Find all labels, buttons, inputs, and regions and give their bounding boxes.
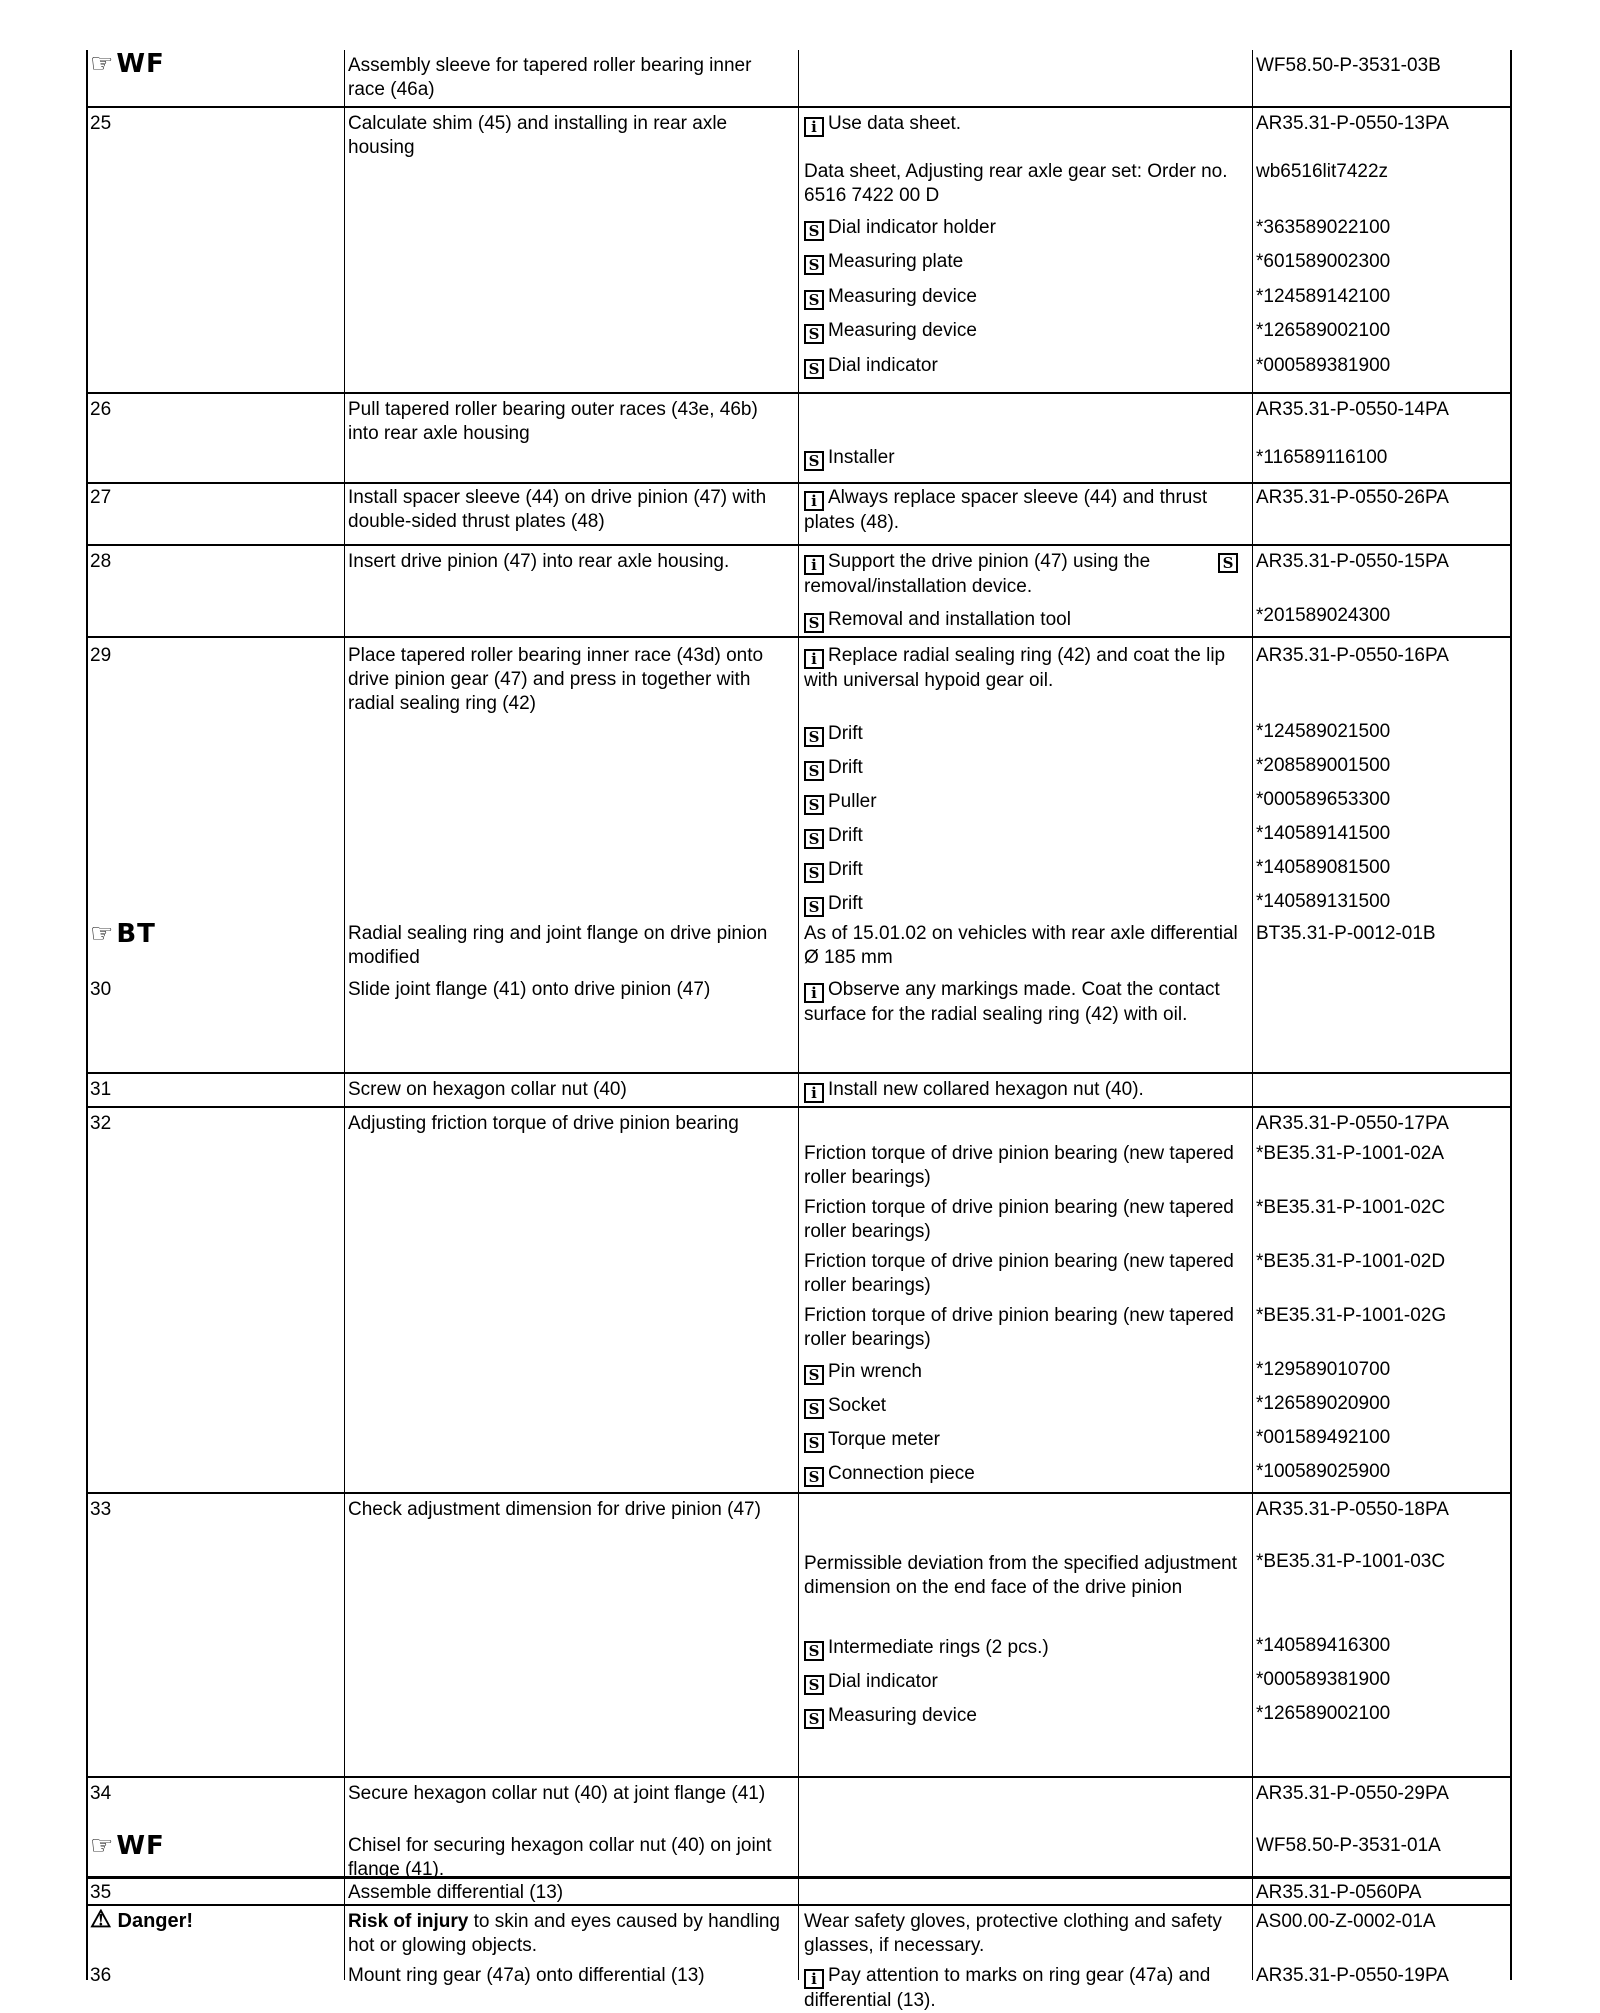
info-icon: i: [804, 649, 824, 669]
tool-icon: S: [804, 897, 824, 917]
info-note: i Always replace spacer sleeve (44) and thrust plates (48).: [804, 487, 1208, 533]
tool-item: S Puller: [804, 790, 1250, 815]
tool-code[interactable]: *601589002300: [1256, 251, 1391, 272]
pointing-hand-icon: ☞: [90, 49, 115, 79]
info-note: i Install new collared hexagon nut (40).: [804, 1078, 1250, 1103]
tool-code[interactable]: *124589142100: [1256, 286, 1391, 307]
danger-label: ⚠ Danger!: [90, 1906, 194, 1933]
info-icon: i: [804, 555, 824, 575]
step-number: 26: [90, 399, 112, 420]
tool-icon: S: [804, 1709, 824, 1729]
info-note: i Use data sheet.: [804, 112, 1250, 137]
tool-icon: S: [804, 727, 824, 747]
tool-code[interactable]: *129589010700: [1256, 1359, 1391, 1380]
step-description: Calculate shim (45) and installing in rear axle housing: [348, 113, 728, 158]
tool-code[interactable]: *000589381900: [1256, 1669, 1391, 1690]
table-row: [86, 106, 1512, 392]
tool-icon: S: [804, 1433, 824, 1453]
tool-item: S Measuring device: [804, 319, 1250, 344]
spec-code[interactable]: *BE35.31-P-1001-03C: [1256, 1551, 1446, 1572]
info-icon: i: [804, 1969, 824, 1989]
info-icon: i: [804, 491, 824, 511]
step-number: 36: [90, 1965, 112, 1986]
tool-code[interactable]: *140589081500: [1256, 857, 1391, 878]
tool-item: S Intermediate rings (2 pcs.): [804, 1636, 1250, 1661]
tool-item: S Socket: [804, 1394, 1250, 1419]
spec-code[interactable]: *BE35.31-P-1001-02D: [1256, 1251, 1446, 1272]
tool-item: S Drift: [804, 892, 1250, 917]
tool-item: S Drift: [804, 858, 1250, 883]
tool-code[interactable]: *140589416300: [1256, 1635, 1391, 1656]
info-icon: i: [804, 117, 824, 137]
tool-item: S Measuring device: [804, 285, 1250, 310]
info-note: i Pay attention to marks on ring gear (47a) and differential (13).: [804, 1965, 1211, 2011]
step-description: Install spacer sleeve (44) on drive pinion (47) with double-sided thrust plates (48): [348, 487, 767, 532]
reference-link[interactable]: AR35.31-P-0550-16PA: [1256, 645, 1449, 666]
spec-note: Friction torque of drive pinion bearing (new tapered roller bearings): [804, 1197, 1234, 1242]
data-sheet-note: Data sheet, Adjusting rear axle gear set: Order no. 6516 7422 00 D: [804, 161, 1228, 206]
tool-icon: S: [804, 221, 824, 241]
spec-note: Friction torque of drive pinion bearing (new tapered roller bearings): [804, 1305, 1234, 1350]
reference-link[interactable]: WF58.50-P-3531-03B: [1256, 55, 1441, 76]
step-description: Mount ring gear (47a) onto differential (13): [348, 1965, 705, 1986]
tool-code[interactable]: *201589024300: [1256, 605, 1391, 626]
tool-item: S Pin wrench: [804, 1360, 1250, 1385]
step-number: 34: [90, 1783, 112, 1804]
warning-icon: ⚠: [90, 1906, 112, 1933]
tool-code[interactable]: *116589116100: [1256, 447, 1388, 468]
tool-icon: S: [1218, 553, 1238, 573]
step-number: 29: [90, 645, 112, 666]
step-number: 33: [90, 1499, 112, 1520]
table-row: [86, 1106, 1512, 1492]
table-row: [86, 1072, 1512, 1106]
tool-code[interactable]: *140589141500: [1256, 823, 1391, 844]
tool-item: S Installer: [804, 446, 1250, 471]
reference-link[interactable]: AR35.31-P-0560PA: [1256, 1882, 1422, 1903]
step-description: Insert drive pinion (47) into rear axle housing.: [348, 551, 730, 572]
tool-code[interactable]: *208589001500: [1256, 755, 1391, 776]
bulletin-note: As of 15.01.02 on vehicles with rear axle differential Ø 185 mm: [804, 923, 1238, 968]
pointing-hand-icon: ☞: [90, 919, 115, 949]
tool-icon: S: [804, 613, 824, 633]
reference-link[interactable]: AR35.31-P-0550-29PA: [1256, 1783, 1449, 1804]
table-row: [86, 392, 1512, 482]
info-note: i Support the drive pinion (47) using the removal/installation device.: [804, 551, 1151, 597]
tool-icon: S: [804, 255, 824, 275]
tool-code[interactable]: *000589653300: [1256, 789, 1391, 810]
tool-icon: S: [804, 324, 824, 344]
spec-code[interactable]: *BE35.31-P-1001-02C: [1256, 1197, 1446, 1218]
table-row: [86, 1876, 1512, 1904]
tool-item: S Connection piece: [804, 1462, 1250, 1487]
safety-note: Wear safety gloves, protective clothing and safety glasses, if necessary.: [804, 1911, 1222, 1956]
reference-link[interactable]: AR35.31-P-0550-19PA: [1256, 1965, 1449, 1986]
workshop-equipment-description: Chisel for securing hexagon collar nut (40) on joint flange (41).: [348, 1835, 772, 1880]
tool-icon: S: [804, 863, 824, 883]
table-row: [86, 1776, 1512, 1880]
info-note: i Replace radial sealing ring (42) and coat the lip with universal hypoid gear oil.: [804, 645, 1226, 691]
tool-item: S Measuring plate: [804, 250, 1250, 275]
spec-note: Permissible deviation from the specified adjustment dimension on the end face of the drive pinion: [804, 1553, 1237, 1598]
info-icon: i: [804, 983, 824, 1003]
tool-code[interactable]: *000589381900: [1256, 355, 1391, 376]
reference-link[interactable]: AS00.00-Z-0002-01A: [1256, 1911, 1436, 1932]
tool-icon: S: [804, 1365, 824, 1385]
step-number: 35: [90, 1882, 112, 1903]
reference-link[interactable]: AR35.31-P-0550-17PA: [1256, 1113, 1449, 1134]
step-description: Assemble differential (13): [348, 1882, 564, 1903]
tool-reference-marker: [1218, 548, 1242, 573]
pointing-hand-icon: ☞: [90, 1831, 115, 1861]
reference-link[interactable]: WF58.50-P-3531-01A: [1256, 1835, 1441, 1856]
reference-link[interactable]: AR35.31-P-0550-14PA: [1256, 399, 1449, 420]
tool-code[interactable]: *126589002100: [1256, 320, 1391, 341]
step-description: Slide joint flange (41) onto drive pinion (47): [348, 979, 711, 1000]
spec-code[interactable]: *BE35.31-P-1001-02A: [1256, 1143, 1445, 1164]
spec-code[interactable]: *BE35.31-P-1001-02G: [1256, 1305, 1447, 1326]
step-description: Pull tapered roller bearing outer races (43e, 46b) into rear axle housing: [348, 399, 758, 444]
tool-icon: S: [804, 1641, 824, 1661]
tool-item: S Dial indicator: [804, 354, 1250, 379]
tool-icon: S: [804, 290, 824, 310]
tool-icon: S: [804, 1675, 824, 1695]
bulletin-tag[interactable]: ☞BT: [90, 919, 156, 949]
tool-icon: S: [804, 359, 824, 379]
info-icon: i: [804, 1083, 824, 1103]
tool-item: S Drift: [804, 824, 1250, 849]
reference-link[interactable]: AR35.31-P-0550-15PA: [1256, 551, 1449, 572]
tool-icon: S: [804, 451, 824, 471]
spec-note: Friction torque of drive pinion bearing (new tapered roller bearings): [804, 1251, 1234, 1296]
tool-icon: S: [804, 761, 824, 781]
step-description: Assembly sleeve for tapered roller bearing inner race (46a): [348, 55, 752, 100]
step-description: Secure hexagon collar nut (40) at joint flange (41): [348, 1783, 766, 1804]
step-description: Adjusting friction torque of drive pinion bearing: [348, 1113, 739, 1134]
step-description: Check adjustment dimension for drive pinion (47): [348, 1499, 761, 1520]
table-row: [86, 636, 1512, 1072]
step-description: Screw on hexagon collar nut (40): [348, 1079, 627, 1100]
spec-note: Friction torque of drive pinion bearing (new tapered roller bearings): [804, 1143, 1234, 1188]
reference-link[interactable]: AR35.31-P-0550-13PA: [1256, 113, 1449, 134]
table-row: [86, 482, 1512, 544]
tool-code[interactable]: *126589002100: [1256, 1703, 1391, 1724]
table-row: [86, 544, 1512, 636]
workshop-equipment-tag[interactable]: ☞WF: [90, 1831, 165, 1861]
tool-item: S Torque meter: [804, 1428, 1250, 1453]
step-number: 28: [90, 551, 112, 572]
bulletin-description: Radial sealing ring and joint flange on drive pinion modified: [348, 923, 768, 968]
step-number: 25: [90, 113, 112, 134]
step-description: Place tapered roller bearing inner race (43d) onto drive pinion gear (47) and press in together with radial sealing ring (42): [348, 645, 764, 714]
step-number: 31: [90, 1079, 112, 1100]
step-number: 27: [90, 487, 112, 508]
tool-code[interactable]: *140589131500: [1256, 891, 1391, 912]
reference-link[interactable]: wb6516lit7422z: [1256, 161, 1389, 182]
tool-code[interactable]: *100589025900: [1256, 1461, 1391, 1482]
reference-link[interactable]: AR35.31-P-0550-26PA: [1256, 487, 1449, 508]
tool-code[interactable]: *363589022100: [1256, 217, 1391, 238]
table-row: [86, 1904, 1512, 2011]
tool-code[interactable]: *001589492100: [1256, 1427, 1391, 1448]
tool-code[interactable]: *126589020900: [1256, 1393, 1391, 1414]
tool-icon: S: [804, 1399, 824, 1419]
tool-code[interactable]: *124589021500: [1256, 721, 1391, 742]
tool-icon: S: [804, 1467, 824, 1487]
tool-item: S Drift: [804, 722, 1250, 747]
table-row: [86, 50, 1512, 106]
tool-icon: S: [804, 829, 824, 849]
step-number: 32: [90, 1113, 112, 1134]
info-note: i Observe any markings made. Coat the contact surface for the radial sealing ring (42) with oil.: [804, 979, 1220, 1025]
reference-link[interactable]: AR35.31-P-0550-18PA: [1256, 1499, 1449, 1520]
tool-item: S Removal and installation tool: [804, 608, 1250, 633]
tool-item: S Measuring device: [804, 1704, 1250, 1729]
table-row: [86, 1492, 1512, 1776]
workshop-equipment-tag[interactable]: ☞WF: [90, 49, 165, 79]
tool-icon: S: [804, 795, 824, 815]
step-number: 30: [90, 979, 112, 1000]
reference-link[interactable]: BT35.31-P-0012-01B: [1256, 923, 1436, 944]
danger-description: Risk of injury to skin and eyes caused by handling hot or glowing objects.: [348, 1911, 786, 1956]
tool-item: S Dial indicator: [804, 1670, 1250, 1695]
tool-item: S Drift: [804, 756, 1250, 781]
tool-item: S Dial indicator holder: [804, 216, 1250, 241]
